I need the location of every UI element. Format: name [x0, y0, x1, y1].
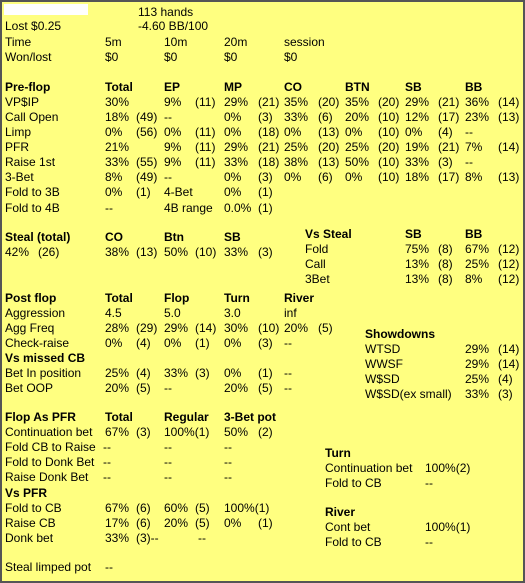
- fold-donk-regular: --: [164, 455, 172, 469]
- checkraise-turn-count: (3): [258, 336, 273, 350]
- preflop-cell: (11): [195, 155, 216, 169]
- preflop-cell: (14): [498, 140, 520, 154]
- raise-cb-label: Raise CB: [5, 516, 56, 530]
- preflop-cell: 0%: [405, 125, 423, 139]
- steal-co-count: (13): [136, 245, 158, 259]
- river-cbet-value: 100%(1): [425, 520, 471, 534]
- bet-oop-turn-count: (5): [258, 381, 273, 395]
- steal-total-value: 42%: [5, 245, 30, 259]
- postflop-col-river: River: [284, 291, 315, 305]
- bet-inpos-label: Bet In position: [5, 366, 82, 380]
- preflop-cell: 18%: [405, 170, 430, 184]
- vs-steal-bb-count: (12): [498, 257, 520, 271]
- preflop-cell: 18%: [105, 110, 130, 124]
- fourbet-value: 0%: [224, 185, 242, 199]
- aggfreq-label: Agg Freq: [5, 321, 55, 335]
- preflop-cell: 38%: [284, 155, 309, 169]
- checkraise-flop: 0%: [164, 336, 182, 350]
- checkraise-total-count: (4): [136, 336, 151, 350]
- preflop-cell: (11): [195, 140, 216, 154]
- aggfreq-total: 28%: [105, 321, 130, 335]
- preflop-cell: (4): [438, 125, 453, 139]
- preflop-cell: (13): [318, 155, 340, 169]
- vs-steal-row-label: Fold: [305, 242, 329, 256]
- preflop-cell: (13): [498, 110, 520, 124]
- steal-btn-count: (10): [195, 245, 217, 259]
- preflop-cell: (21): [438, 140, 460, 154]
- vs-steal-sb-count: (8): [438, 257, 453, 271]
- time-5m: 5m: [105, 35, 122, 49]
- vs-steal-bb-value: 25%: [465, 257, 490, 271]
- preflop-cell: 20%: [345, 110, 370, 124]
- steal-limped-label: Steal limped pot: [5, 560, 92, 574]
- donk-bet-total-count: (3)--: [136, 531, 159, 545]
- fold-to-cb-label: Fold to CB: [5, 501, 62, 515]
- aggression-turn: 3.0: [224, 306, 241, 320]
- wonlost-20m: $0: [224, 50, 238, 64]
- preflop-cell: 25%: [284, 140, 309, 154]
- preflop-cell: 0%: [164, 125, 182, 139]
- preflop-cell: 35%: [284, 95, 309, 109]
- preflop-cell: 0%: [284, 125, 302, 139]
- showdown-count: (3): [498, 387, 513, 401]
- bet-inpos-total-count: (4): [136, 366, 151, 380]
- raise-cb-3bet-count: (1): [258, 516, 273, 530]
- preflop-title: Pre-flop: [5, 80, 51, 94]
- wonlost-session: $0: [284, 50, 298, 64]
- postflop-col-turn: Turn: [224, 291, 250, 305]
- preflop-cell: (10): [378, 125, 400, 139]
- preflop-cell: (3): [438, 155, 453, 169]
- preflop-cell: --: [164, 110, 172, 124]
- wonlost-5m: $0: [105, 50, 119, 64]
- time-label: Time: [5, 35, 32, 49]
- fold-cb-raise-label: Fold CB to Raise: [5, 440, 96, 454]
- preflop-cell: (11): [195, 95, 216, 109]
- preflop-cell: 0%: [345, 125, 363, 139]
- steal-btn-value: 50%: [164, 245, 189, 259]
- preflop-cell: (56): [136, 125, 158, 139]
- river-title: River: [325, 505, 356, 519]
- cbet-total: 67%: [105, 425, 130, 439]
- vs-steal-sb-count: (8): [438, 242, 453, 256]
- preflop-cell: 36%: [465, 95, 490, 109]
- preflop-cell: (18): [258, 125, 280, 139]
- flop-pfr-col-3bet: 3-Bet pot: [224, 410, 276, 424]
- vs-steal-bb-value: 8%: [465, 272, 483, 286]
- vs-steal-bb-value: 67%: [465, 242, 490, 256]
- checkraise-label: Check-raise: [5, 336, 70, 350]
- preflop-cell: 0%: [224, 110, 242, 124]
- vs-steal-col-bb: BB: [465, 227, 483, 241]
- aggfreq-flop: 29%: [164, 321, 189, 335]
- preflop-cell: 0%: [224, 170, 242, 184]
- fold-to-cb-total-count: (6): [136, 501, 151, 515]
- steal-sb-value: 33%: [224, 245, 249, 259]
- preflop-cell: 29%: [405, 95, 430, 109]
- river-fold-cb-value: --: [425, 535, 433, 549]
- preflop-cell: 0%: [105, 125, 123, 139]
- vs-steal-sb-value: 13%: [405, 257, 430, 271]
- vs-steal-sb-count: (8): [438, 272, 453, 286]
- turn-cbet-value: 100%(2): [425, 461, 471, 475]
- preflop-col-btn: BTN: [345, 80, 370, 94]
- bet-inpos-flop: 33%: [164, 366, 189, 380]
- fold-to-cb-total: 67%: [105, 501, 130, 515]
- postflop-title: Post flop: [5, 291, 57, 305]
- preflop-cell: --: [164, 170, 172, 184]
- wonlost-label: Won/lost: [5, 50, 52, 64]
- preflop-cell: --: [465, 125, 473, 139]
- preflop-cell: (13): [498, 170, 520, 184]
- preflop-cell: (20): [318, 95, 340, 109]
- hands-count: 113 hands: [138, 5, 194, 19]
- bet-inpos-flop-count: (3): [195, 366, 210, 380]
- preflop-cell: 33%: [105, 155, 130, 169]
- postflop-col-total: Total: [105, 291, 133, 305]
- preflop-row-label: PFR: [5, 140, 29, 154]
- preflop-cell: 0%: [284, 170, 302, 184]
- preflop-cell: (13): [318, 125, 340, 139]
- preflop-col-ep: EP: [164, 80, 181, 94]
- vs-steal-bb-count: (12): [498, 272, 520, 286]
- preflop-cell: (6): [318, 110, 333, 124]
- raise-cb-regular: 20%: [164, 516, 189, 530]
- checkraise-total: 0%: [105, 336, 123, 350]
- flop-pfr-col-total: Total: [105, 410, 133, 424]
- preflop-cell: 9%: [164, 155, 182, 169]
- preflop-col-co: CO: [284, 80, 302, 94]
- preflop-cell: 33%: [224, 155, 249, 169]
- checkraise-river: --: [284, 336, 292, 350]
- donk-bet-total: 33%: [105, 531, 130, 545]
- preflop-cell: 7%: [465, 140, 483, 154]
- turn-fold-cb-label: Fold to CB: [325, 476, 382, 490]
- showdown-label: W$SD(ex small): [365, 387, 452, 401]
- preflop-cell: 29%: [224, 140, 249, 154]
- fold-cb-raise-total: --: [103, 440, 111, 454]
- flop-pfr-col-regular: Regular: [164, 410, 209, 424]
- preflop-cell: (20): [378, 95, 400, 109]
- aggfreq-flop-count: (14): [195, 321, 217, 335]
- fold3b-count: (1): [136, 185, 151, 199]
- showdown-count: (14): [498, 342, 520, 356]
- preflop-cell: 33%: [405, 155, 430, 169]
- steal-col-sb: SB: [224, 230, 241, 244]
- showdown-value: 33%: [465, 387, 490, 401]
- preflop-cell: (3): [258, 170, 273, 184]
- raise-cb-total: 17%: [105, 516, 130, 530]
- preflop-cell: (18): [258, 155, 280, 169]
- flop-pfr-title: Flop As PFR: [5, 410, 76, 424]
- preflop-cell: 0%: [224, 125, 242, 139]
- preflop-cell: (10): [378, 170, 400, 184]
- fold-to-cb-3bet: 100%(1): [224, 501, 270, 515]
- steal-col-co: CO: [105, 230, 123, 244]
- aggfreq-turn: 30%: [224, 321, 249, 335]
- preflop-row-label: Raise 1st: [5, 155, 56, 169]
- preflop-cell: (21): [258, 140, 280, 154]
- preflop-cell: (10): [378, 110, 400, 124]
- preflop-cell: 8%: [105, 170, 123, 184]
- vs-missed-cb-title: Vs missed CB: [5, 351, 86, 365]
- bet-inpos-total: 25%: [105, 366, 130, 380]
- fold3b-value: 0%: [105, 185, 123, 199]
- steal-total-count: (26): [38, 245, 60, 259]
- vs-steal-title: Vs Steal: [305, 227, 352, 241]
- cbet-label: Continuation bet: [5, 425, 93, 439]
- bet-oop-turn: 20%: [224, 381, 249, 395]
- preflop-cell: (21): [438, 95, 460, 109]
- raise-donk-regular: --: [164, 470, 172, 484]
- preflop-cell: 21%: [105, 140, 130, 154]
- aggression-total: 4.5: [105, 306, 122, 320]
- preflop-cell: 0%: [345, 170, 363, 184]
- aggfreq-turn-count: (10): [258, 321, 280, 335]
- showdown-value: 29%: [465, 342, 490, 356]
- checkraise-flop-count: (1): [195, 336, 210, 350]
- donk-bet-label: Donk bet: [5, 531, 54, 545]
- vs-steal-bb-count: (12): [498, 242, 520, 256]
- checkraise-turn: 0%: [224, 336, 242, 350]
- fold-donk-3bet: --: [224, 455, 232, 469]
- preflop-row-label: Limp: [5, 125, 32, 139]
- preflop-cell: (17): [438, 170, 460, 184]
- vs-steal-col-sb: SB: [405, 227, 422, 241]
- raise-cb-3bet: 0%: [224, 516, 242, 530]
- bb100-rate: -4.60 BB/100: [138, 19, 209, 33]
- preflop-cell: (6): [318, 170, 333, 184]
- time-session: session: [284, 35, 325, 49]
- preflop-cell: 12%: [405, 110, 430, 124]
- fourbet-count: (1): [258, 185, 273, 199]
- river-cbet-label: Cont bet: [325, 520, 371, 534]
- bet-inpos-turn-count: (1): [258, 366, 273, 380]
- showdown-label: WWSF: [365, 357, 403, 371]
- preflop-cell: (17): [438, 110, 460, 124]
- preflop-cell: 9%: [164, 95, 182, 109]
- preflop-col-bb: BB: [465, 80, 483, 94]
- bet-oop-river: --: [284, 381, 292, 395]
- cbet-3bet: 50%: [224, 425, 249, 439]
- time-20m: 20m: [224, 35, 248, 49]
- preflop-row-label: Call Open: [5, 110, 59, 124]
- preflop-cell: 29%: [224, 95, 249, 109]
- turn-title: Turn: [325, 446, 351, 460]
- fold-donk-total: --: [103, 455, 111, 469]
- aggression-label: Aggression: [5, 306, 66, 320]
- vs-pfr-title: Vs PFR: [5, 486, 48, 500]
- bet-oop-flop: --: [164, 381, 172, 395]
- raise-donk-3bet: --: [224, 470, 232, 484]
- aggression-flop: 5.0: [164, 306, 181, 320]
- bet-inpos-river: --: [284, 366, 292, 380]
- preflop-cell: 23%: [465, 110, 490, 124]
- fold4b-label: Fold to 4B: [5, 201, 60, 215]
- river-fold-cb-label: Fold to CB: [325, 535, 382, 549]
- raise-donk-label: Raise Donk Bet: [5, 470, 89, 484]
- preflop-cell: 9%: [164, 140, 182, 154]
- bet-inpos-turn: 0%: [224, 366, 242, 380]
- preflop-col-total: Total: [105, 80, 133, 94]
- aggfreq-total-count: (29): [136, 321, 158, 335]
- preflop-cell: 50%: [345, 155, 370, 169]
- fold4b-value: --: [105, 201, 113, 215]
- steal-sb-count: (3): [258, 245, 273, 259]
- bet-oop-total-count: (5): [136, 381, 151, 395]
- raise-donk-total: --: [103, 470, 111, 484]
- preflop-cell: (14): [498, 95, 520, 109]
- donk-bet-3bet: --: [198, 531, 206, 545]
- cbet-regular: 100%(1): [164, 425, 210, 439]
- vs-steal-row-label: Call: [305, 257, 326, 271]
- raise-cb-regular-count: (5): [195, 516, 210, 530]
- preflop-cell: 8%: [465, 170, 483, 184]
- showdown-value: 25%: [465, 372, 490, 386]
- fold-to-cb-regular-count: (5): [195, 501, 210, 515]
- preflop-cell: 33%: [284, 110, 309, 124]
- aggression-river: inf: [284, 306, 297, 320]
- steal-title: Steal (total): [5, 230, 71, 244]
- preflop-cell: (49): [136, 110, 158, 124]
- fourbet-label: 4-Bet: [164, 185, 193, 199]
- preflop-cell: (55): [136, 155, 158, 169]
- fourb-range-value: 0.0%: [224, 201, 252, 215]
- cbet-3bet-count: (2): [258, 425, 273, 439]
- preflop-cell: (3): [258, 110, 273, 124]
- showdown-value: 29%: [465, 357, 490, 371]
- fold-donk-label: Fold to Donk Bet: [5, 455, 95, 469]
- preflop-cell: --: [465, 155, 473, 169]
- aggfreq-river-count: (5): [318, 321, 333, 335]
- preflop-col-sb: SB: [405, 80, 422, 94]
- fourb-range-label: 4B range: [164, 201, 213, 215]
- time-10m: 10m: [164, 35, 188, 49]
- vs-steal-sb-value: 13%: [405, 272, 430, 286]
- showdown-label: WTSD: [365, 342, 401, 356]
- lost-amount: Lost $0.25: [5, 19, 62, 33]
- vs-steal-row-label: 3Bet: [305, 272, 330, 286]
- raise-cb-total-count: (6): [136, 516, 151, 530]
- preflop-row-label: 3-Bet: [5, 170, 34, 184]
- turn-cbet-label: Continuation bet: [325, 461, 413, 475]
- wonlost-10m: $0: [164, 50, 178, 64]
- preflop-cell: (20): [378, 140, 400, 154]
- preflop-cell: (49): [136, 170, 158, 184]
- preflop-cell: (11): [195, 125, 216, 139]
- fold-cb-raise-regular: --: [164, 440, 172, 454]
- preflop-row-label: VP$IP: [5, 95, 40, 109]
- preflop-cell: 19%: [405, 140, 430, 154]
- cbet-total-count: (3): [136, 425, 151, 439]
- aggfreq-river: 20%: [284, 321, 309, 335]
- fold-to-cb-regular: 60%: [164, 501, 189, 515]
- steal-co-value: 38%: [105, 245, 130, 259]
- preflop-cell: (21): [258, 95, 280, 109]
- steal-col-btn: Btn: [164, 230, 184, 244]
- preflop-cell: (20): [318, 140, 340, 154]
- fourb-range-count: (1): [258, 201, 273, 215]
- showdowns-title: Showdowns: [365, 327, 435, 341]
- preflop-col-mp: MP: [224, 80, 242, 94]
- showdown-label: W$SD: [365, 372, 400, 386]
- vs-steal-sb-value: 75%: [405, 242, 430, 256]
- showdown-count: (14): [498, 357, 520, 371]
- bet-oop-label: Bet OOP: [5, 381, 54, 395]
- showdown-count: (4): [498, 372, 513, 386]
- preflop-cell: 30%: [105, 95, 130, 109]
- player-name-field[interactable]: [4, 4, 88, 15]
- preflop-cell: 25%: [345, 140, 370, 154]
- bet-oop-total: 20%: [105, 381, 130, 395]
- postflop-col-flop: Flop: [164, 291, 190, 305]
- preflop-cell: (10): [378, 155, 400, 169]
- turn-fold-cb-value: --: [425, 476, 433, 490]
- fold3b-label: Fold to 3B: [5, 185, 60, 199]
- fold-cb-raise-3bet: --: [224, 440, 232, 454]
- steal-limped-value: --: [105, 560, 113, 574]
- preflop-cell: 35%: [345, 95, 370, 109]
